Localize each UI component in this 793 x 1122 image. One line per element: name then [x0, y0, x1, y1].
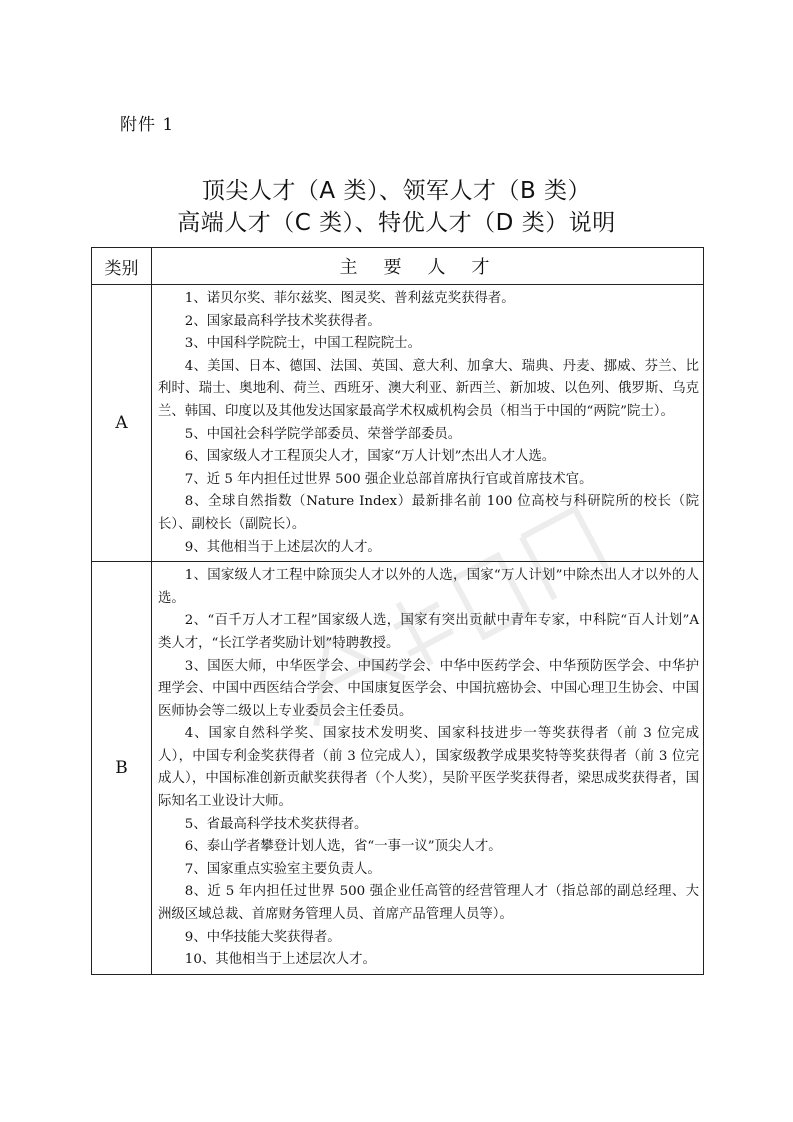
list-item: 8、全球自然指数（Nature Index）最新排名前 100 位高校与科研院所的校长（院长）、副校长（副院长）。 — [158, 494, 699, 532]
category-cell-b: B — [92, 562, 152, 975]
list-item: 1、诺贝尔奖、菲尔兹奖、图灵奖、普利兹克奖获得者。 — [184, 291, 515, 306]
list-item: 5、省最高科学技术奖获得者。 — [184, 816, 368, 832]
list-item: 6、国家级人才工程顶尖人才，国家“万人计划”杰出人才人选。 — [184, 449, 556, 465]
list-item: 6、泰山学者攀登计划人选，省“一事一议”顶尖人才。 — [184, 839, 502, 855]
table-row-a — [92, 285, 704, 562]
category-cell-a: A — [92, 285, 152, 562]
list-item: 8、近 5 年内担任过世界 500 强企业任高管的经营管理人才（指总部的副总经理、大洲级区域总裁、首席财务管理人员、首席产品管理人员等）。 — [158, 884, 699, 923]
document-title-line-1: 顶尖人才（A 类）、领军人才（B 类） — [201, 178, 592, 204]
items-cell-a — [152, 285, 704, 562]
table-header-row — [92, 248, 704, 285]
list-item: 9、其他相当于上述层次的人才。 — [184, 539, 381, 555]
list-item: 3、国医大师，中华医学会、中国药学会、中华中医药学会、中华预防医学会、中华护理学会、中国中西医结合学会、中国康复医学会、中国抗癌协会、中国心理卫生协会、中国医师协会等二级以上专业委员会主任委员。 — [158, 658, 699, 719]
header-main-talent: 主要人才 — [152, 248, 704, 285]
list-item: 1、国家级人才工程中除顶尖人才以外的人选，国家“万人计划”中除杰出人才以外的人选。 — [158, 568, 699, 606]
list-item: 7、国家重点实验室主要负责人。 — [184, 861, 381, 877]
list-item: 3、中国科学院院士，中国工程院院士。 — [184, 336, 421, 352]
list-item: 9、中华技能大奖获得者。 — [184, 929, 341, 945]
list-item: 10、其他相当于上述层次人才。 — [184, 952, 376, 968]
list-item: 4、美国、日本、德国、法国、英国、意大利、加拿大、瑞典、丹麦、挪威、芬兰、比利时、瑞士、奥地利、荷兰、西班牙、澳大利亚、新西兰、新加坡、以色列、俄罗斯、乌克兰、韩国、印度以及其他发达国家最高学术权威机构会员（相当于中国的“两院”院士）。 — [158, 358, 699, 419]
list-item: 7、近 5 年内担任过世界 500 强企业总部首席执行官或首席技术官。 — [184, 471, 593, 487]
list-item: 4、国家自然科学奖、国家技术发明奖、国家科技进步一等奖获得者（前 3 位完成人），中国专利金奖获得者（前 3 位完成人），国家级教学成果奖特等奖获得者（前 3 位完成人），中国标准创新贡献奖获得者（个人奖），吴阶平医学奖获得者，梁思成奖获得者，国际知名工业设计大师。 — [158, 726, 699, 810]
document-title-line-2: 高端人才（C 类）、特优人才（D 类）说明 — [177, 210, 616, 236]
list-item: 2、国家最高科学技术奖获得者。 — [184, 313, 381, 329]
attachment-label: 附件 1 — [120, 115, 175, 135]
list-item: 5、中国社会科学院学部委员、荣誉学部委员。 — [184, 426, 462, 442]
header-category: 类别 — [92, 248, 152, 285]
list-item: 2、“百千万人才工程”国家级人选，国家有突出贡献中青年专家，中科院“百人计划”A 类人才，“长江学者奖励计划”特聘教授。 — [158, 613, 699, 651]
